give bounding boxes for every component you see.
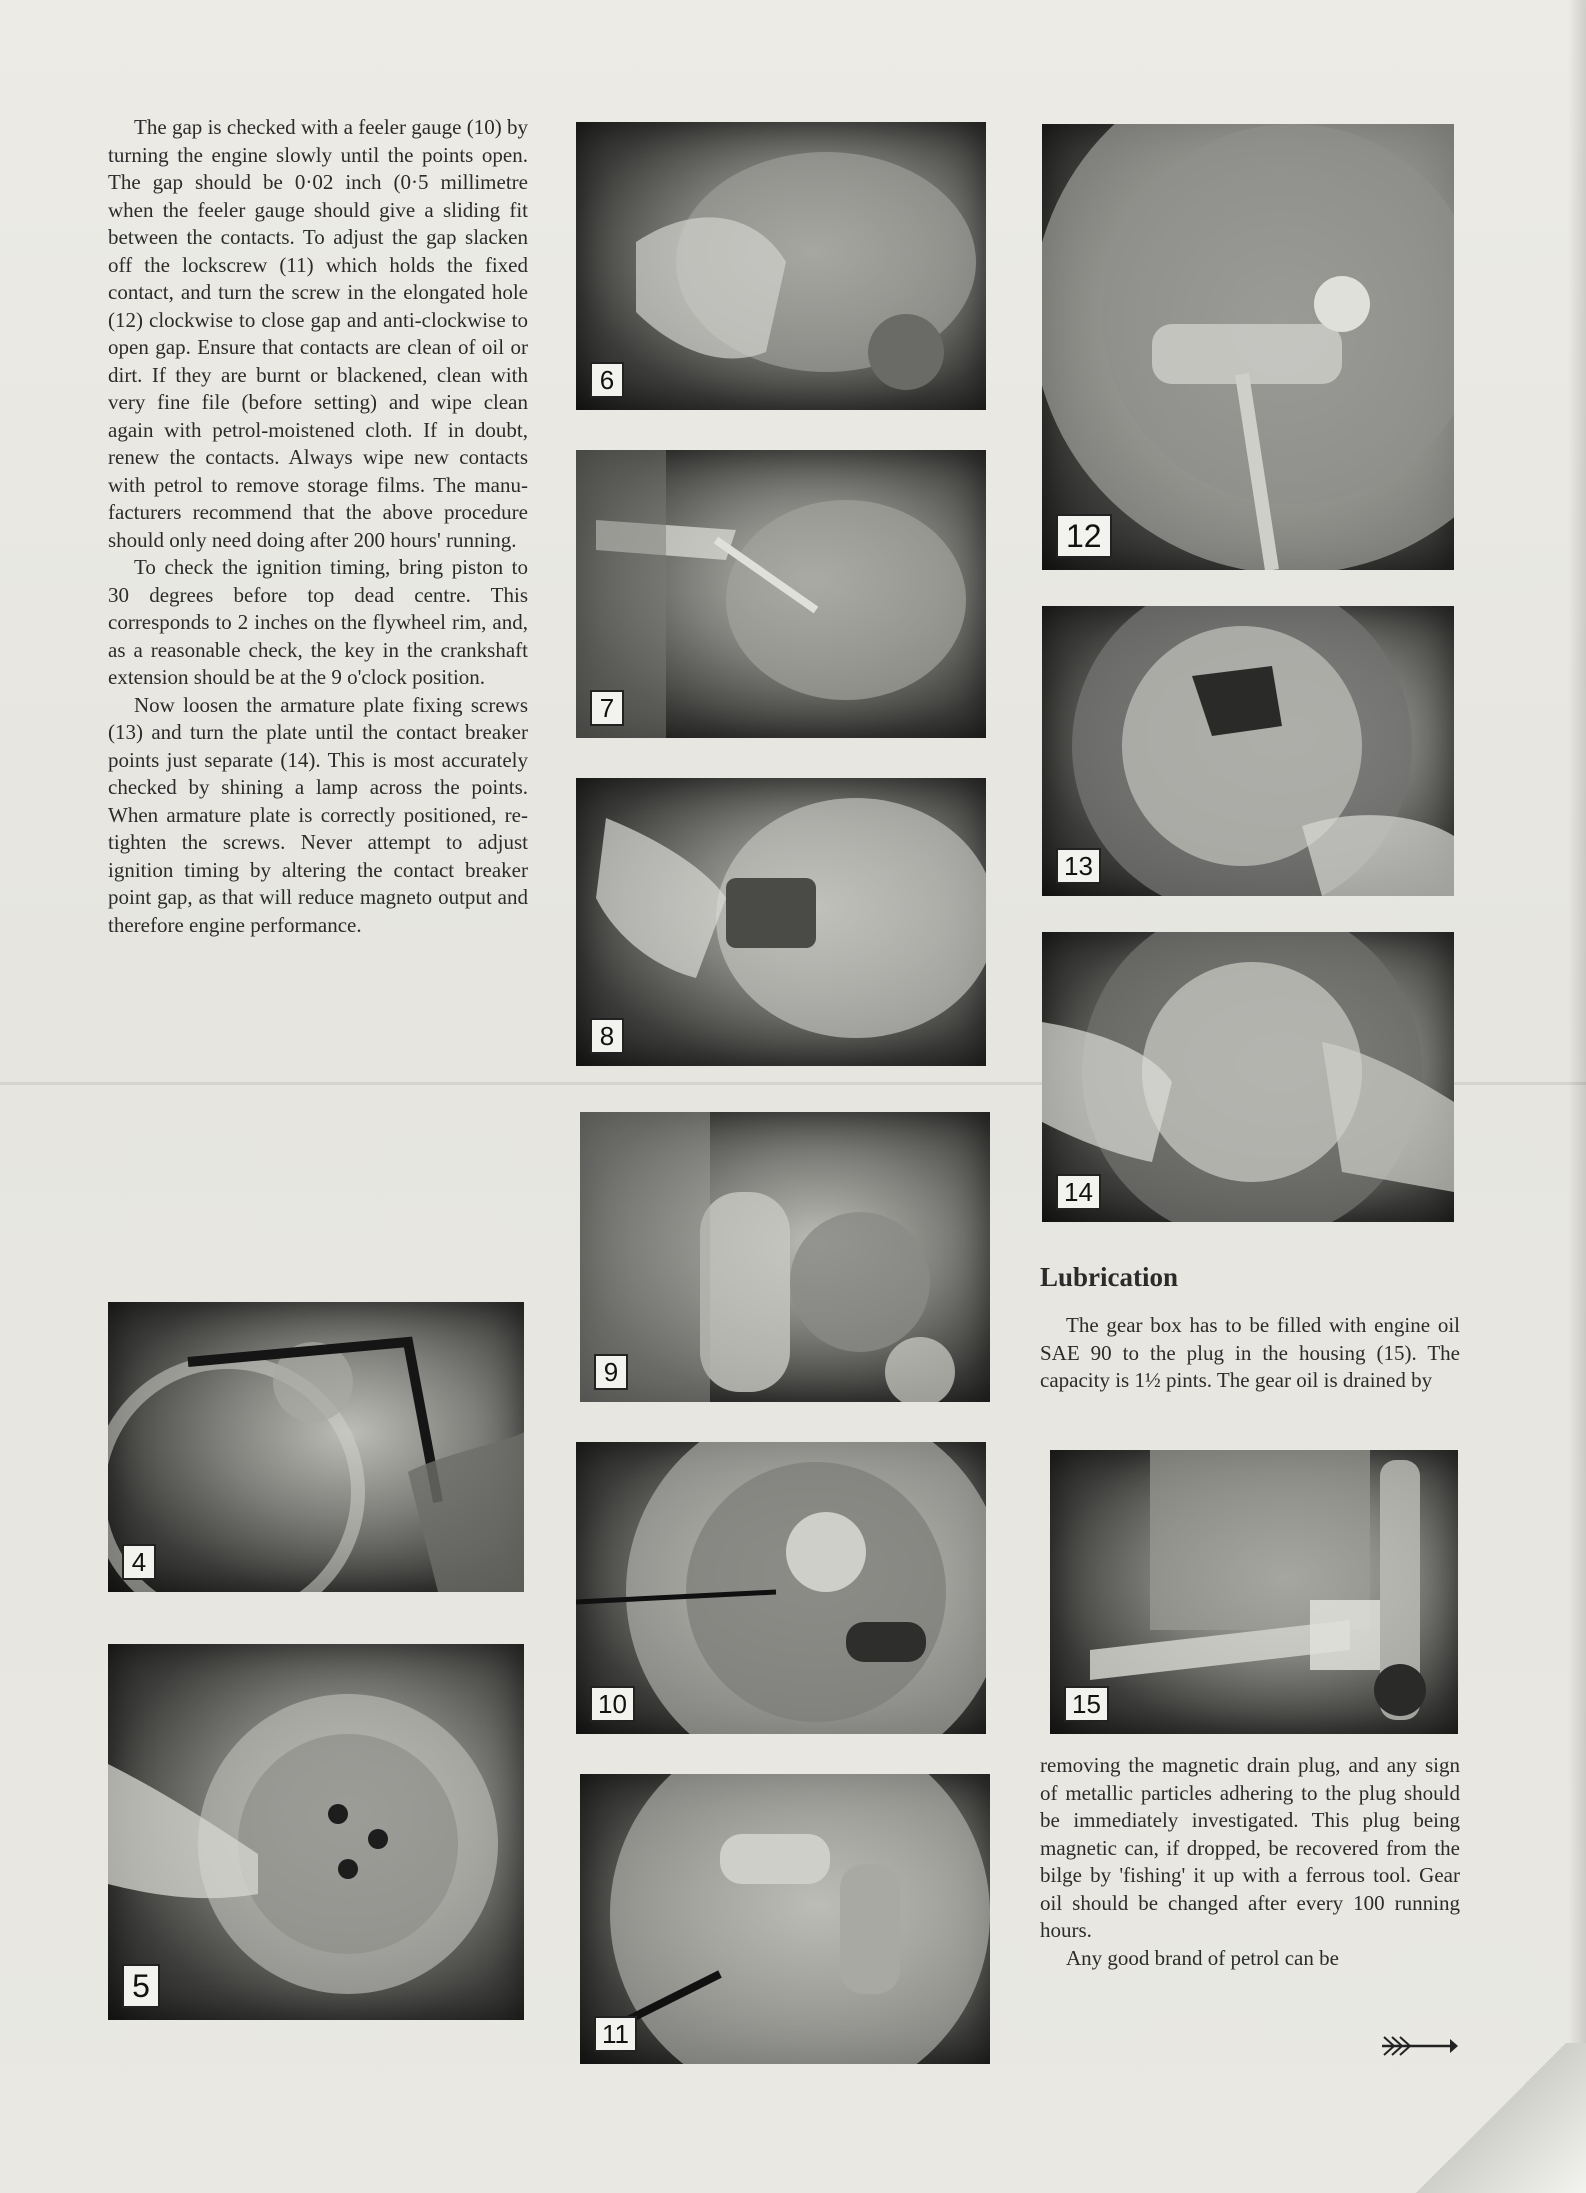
photo-10 (576, 1442, 986, 1734)
photo-9 (580, 1112, 990, 1402)
photo-label: 13 (1056, 848, 1101, 884)
photo-label: 9 (594, 1354, 628, 1390)
photo-6 (576, 122, 986, 410)
photo-label: 8 (590, 1018, 624, 1054)
paragraph-gap-check: The gap is checked with a feeler gauge (10) by turning the engine slowly until the points open. The gap should be 0·02 inch (0·5 millimetre when the feeler gauge should give a sliding fit between the contacts. To adjust the gap slacken off the lockscrew (11) which holds the fixed contact, and turn the screw in the elongated hole (12) clockwise to close gap and anti-clockwise to open gap. Ensure that contacts are clean of oil or dirt. If they are burnt or blackened, clean with very fine file (before setting) and wipe clean again with petrol-moistened cloth. If in doubt, renew the contacts. Always wipe new contacts with petrol to remove storage films. The manufacturers recommend that the above procedure should only need doing after 200 hours' running. (108, 115, 528, 552)
paragraph-gearbox-fill: The gear box has to be filled with engine oil SAE 90 to the plug in the housing (15). The capacity is 1½ pints. The gear oil is drained by (1040, 1313, 1460, 1392)
photo-14 (1042, 932, 1454, 1222)
page-corner-curl (1396, 2043, 1586, 2193)
photo-11 (580, 1774, 990, 2064)
photo-label: 7 (590, 690, 624, 726)
photo-label: 6 (590, 362, 624, 398)
photo-8 (576, 778, 986, 1066)
lubrication-heading: Lubrication (1040, 1262, 1179, 1292)
photo-5 (108, 1644, 524, 2020)
photo-label: 5 (122, 1964, 160, 2008)
photo-label: 14 (1056, 1174, 1101, 1210)
photo-12 (1042, 124, 1454, 570)
photo-4 (108, 1302, 524, 1592)
photo-label: 11 (594, 2016, 637, 2052)
photo-13 (1042, 606, 1454, 896)
paragraph-drain-plug: removing the magnetic drain plug, and any sign of metallic particles adhering to the plug should be immediately investigated. This plug being magnetic can, if dropped, be recovered from the bilge by 'fishing' it up with a ferrous tool. Gear oil should be changed after every 100 running hours. (1040, 1753, 1460, 1942)
lubrication-text-top (1040, 1312, 1460, 1395)
ignition-text-column (108, 114, 528, 939)
page-edge-shadow (1568, 0, 1586, 2193)
photo-15 (1050, 1450, 1458, 1734)
paragraph-ignition-timing: To check the ignition timing, bring piston to 30 degrees before top dead centre. This corresponds to 2 inches on the flywheel rim, and, as a reasonable check, the key in the crankshaft extension should be at the 9 o'clock position. (108, 555, 528, 689)
lubrication-text-bottom (1040, 1752, 1460, 1972)
photo-label: 15 (1064, 1686, 1109, 1722)
paragraph-armature-plate: Now loosen the armature plate fixing screws (13) and turn the plate until the contact breaker points just separate (14). This is most accurately checked by shining a lamp across the points. When armature plate is correctly positioned, retighten the screws. Never attempt to adjust ignition timing by altering the contact breaker point gap, as that will reduce magneto output and therefore engine performance. (108, 692, 528, 937)
photo-label: 12 (1056, 514, 1112, 558)
photo-7 (576, 450, 986, 738)
paragraph-petrol: Any good brand of petrol can be (1066, 1945, 1339, 1970)
photo-label: 10 (590, 1686, 635, 1722)
photo-label: 4 (122, 1544, 156, 1580)
